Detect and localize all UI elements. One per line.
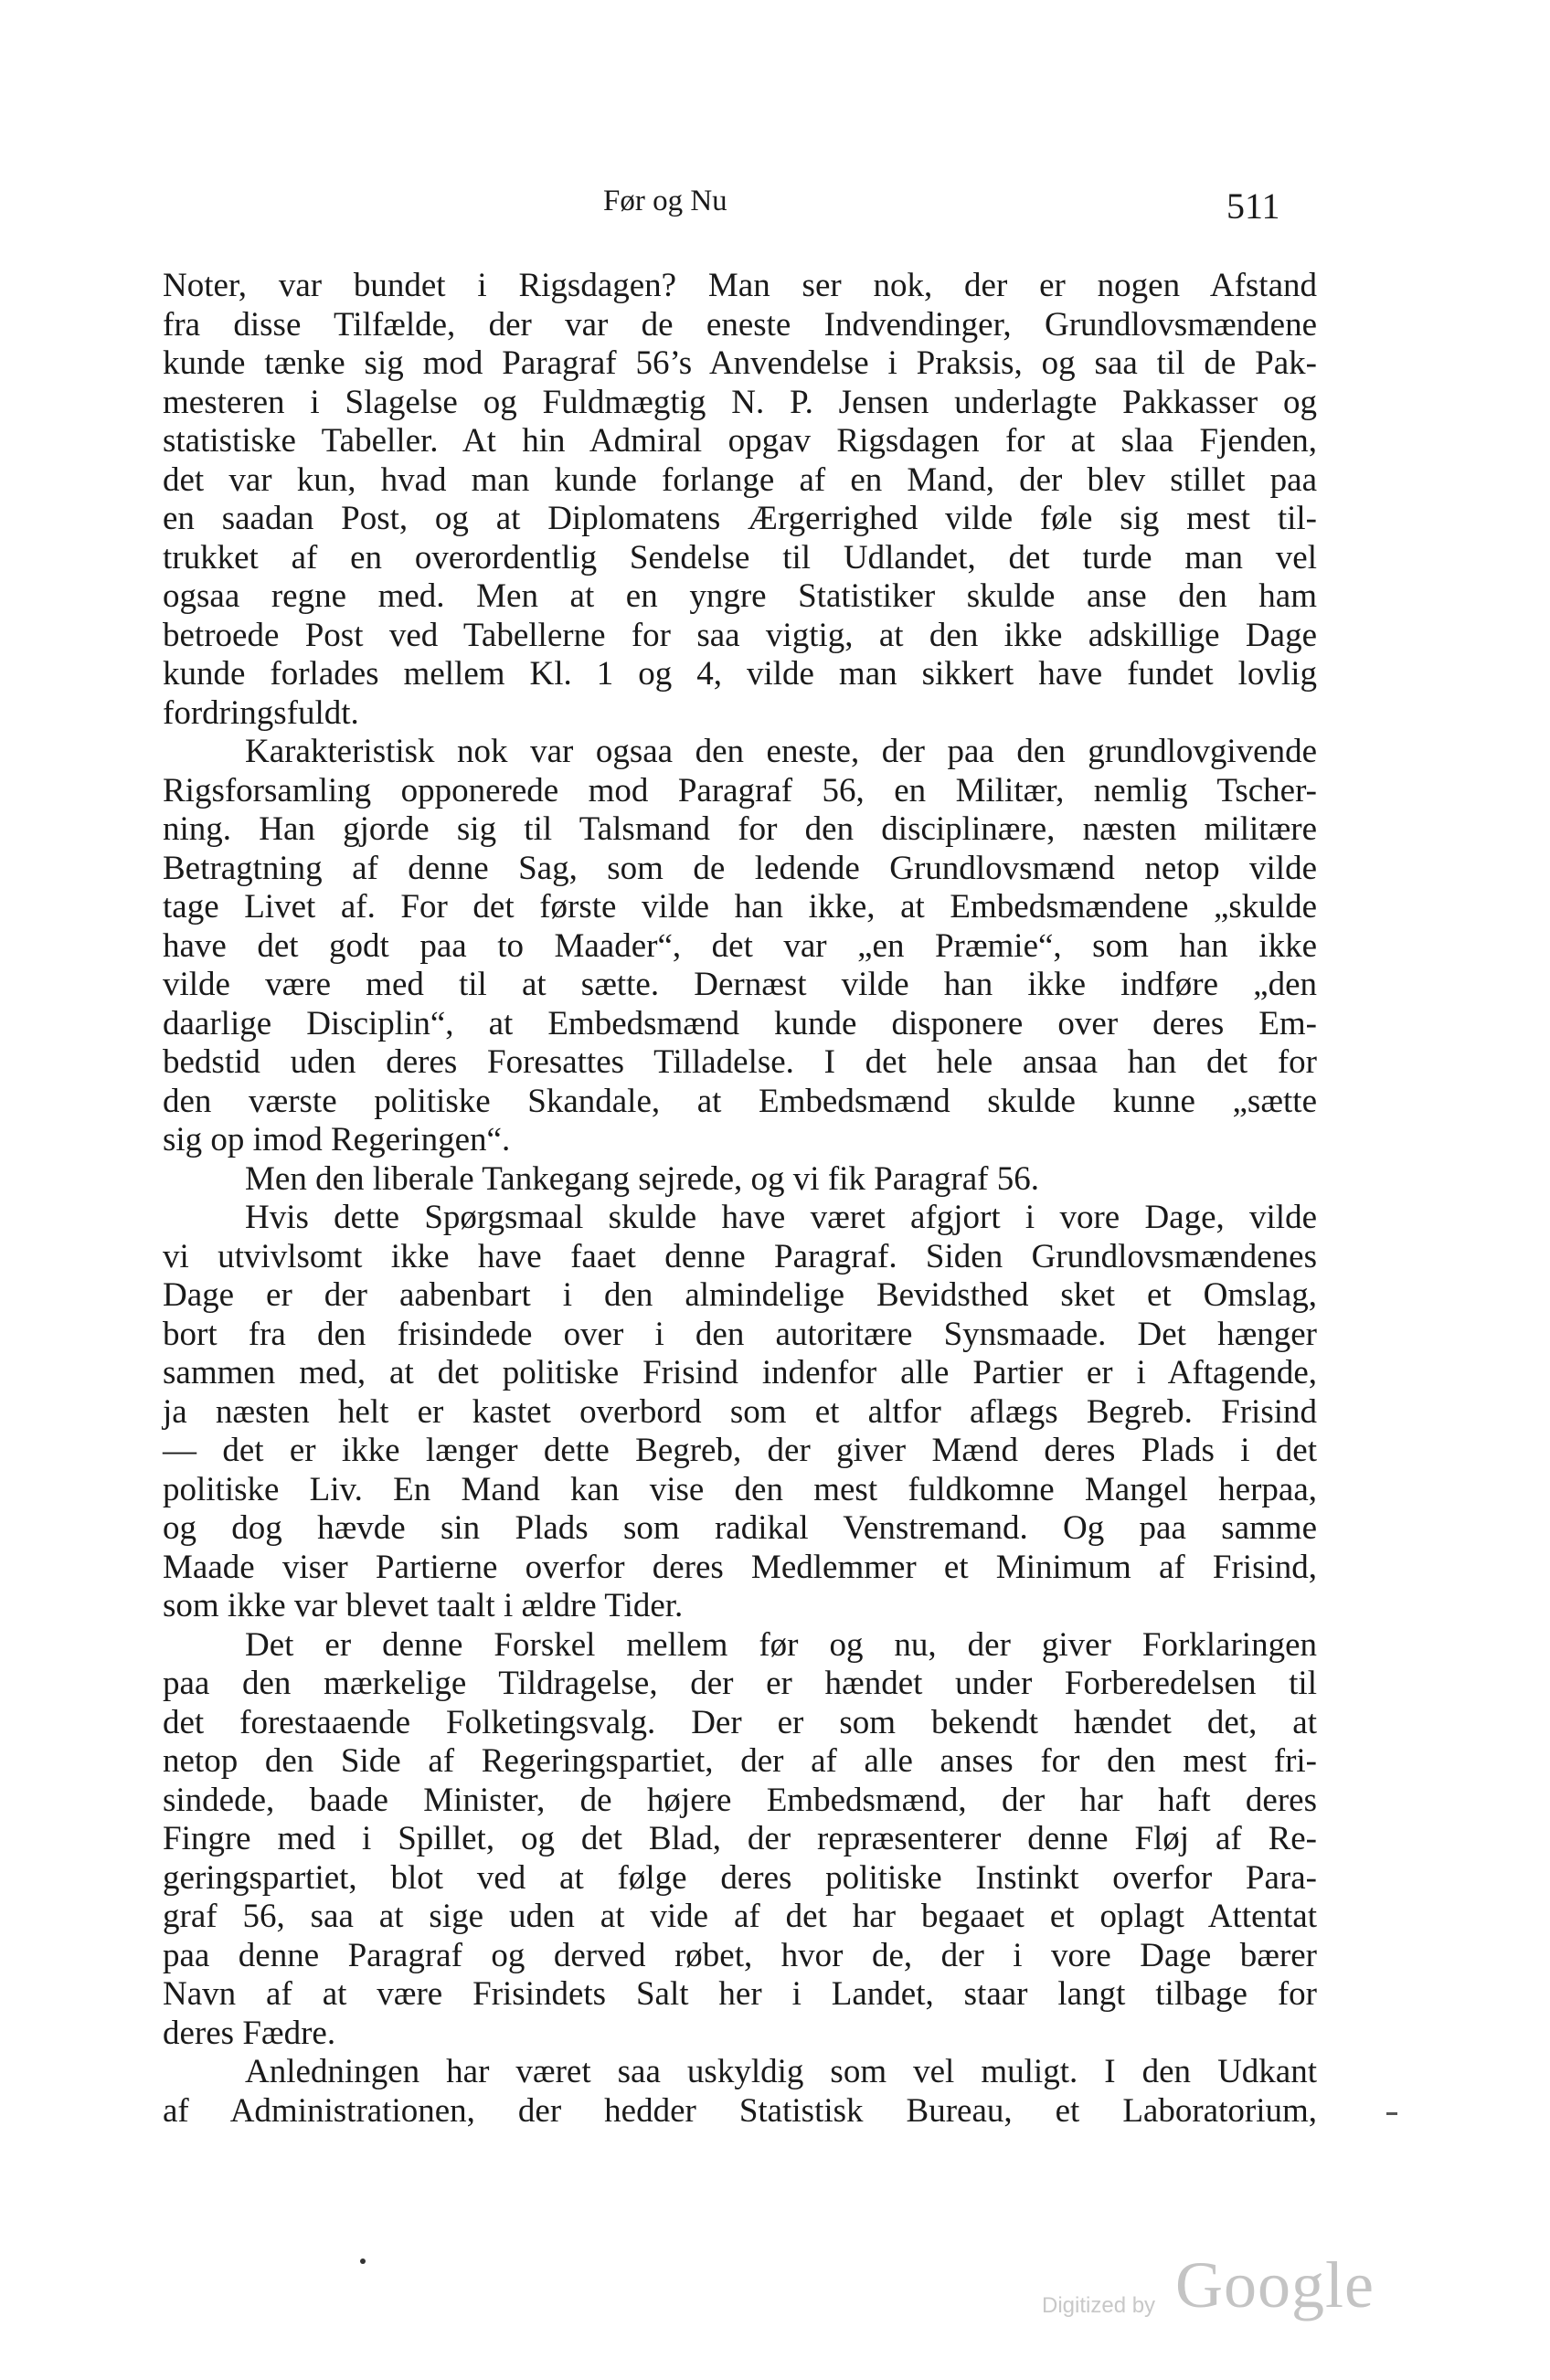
page-number: 511 (1226, 185, 1280, 227)
text-line: Anledningen har været saa uskyldig som vel muligt. I den Udkant (245, 2053, 1317, 2090)
text-line: geringspartiet, blot ved at følge deres politiske Instinkt overfor Para- (163, 1858, 1317, 1897)
text-line: graf 56, saa at sige uden at vide af det har begaaet et oplagt Attentat (163, 1898, 1317, 1935)
stray-mark (1386, 2112, 1397, 2115)
text-line: Karakteristisk nok var ogsaa den eneste, der paa den grundlovgivende (245, 733, 1317, 770)
stray-mark (360, 2258, 366, 2264)
text-line: vilde være med til at sætte. Dernæst vilde han ikke indføre „den (163, 966, 1317, 1003)
text-line: bedstid uden deres Foresattes Tilladelse. I det hele ansaa han det for (163, 1043, 1317, 1081)
text-line: kunde tænke sig mod Paragraf 56’s Anvendelse i Praksis, og saa til de Pak- (163, 344, 1317, 382)
text-line: sig op imod Regeringen“. (163, 1121, 511, 1158)
text-line: Dage er der aabenbart i den almindelige Bevidsthed sket et Omslag, (163, 1276, 1317, 1314)
google-logo: Google (1175, 2248, 1375, 2322)
text-line: en saadan Post, og at Diplomatens Ærgerrighed vilde føle sig mest til- (163, 500, 1317, 537)
text-line: fra disse Tilfælde, der var de eneste Indvendinger, Grundlovsmændene (163, 305, 1317, 344)
text-line: paa denne Paragraf og derved røbet, hvor de, der i vore Dage bærer (163, 1936, 1317, 1974)
watermark-caption: Digitized by (1042, 2293, 1156, 2318)
text-line: Men den liberale Tankegang sejrede, og vi fik Paragraf 56. (245, 1159, 1039, 1198)
text-line: Rigsforsamling opponerede mod Paragraf 56, en Militær, nemlig Tscher- (163, 771, 1317, 809)
text-line: det var kun, hvad man kunde forlange af en Mand, der blev stillet paa (163, 460, 1317, 499)
text-line: af Administrationen, der hedder Statistisk Bureau, et Laboratorium, (163, 2091, 1317, 2130)
text-line: fordringsfuldt. (163, 693, 359, 732)
text-line: paa den mærkelige Tildragelse, der er hændet under Forberedelsen til (163, 1665, 1317, 1702)
text-line: daarlige Disciplin“, at Embedsmænd kunde disponere over deres Em- (163, 1004, 1317, 1042)
digitized-watermark (1042, 2248, 1375, 2330)
text-line: og dog hævde sin Plads som radikal Venstremand. Og paa samme (163, 1509, 1317, 1547)
text-line: Hvis dette Spørgsmaal skulde have været afgjort i vore Dage, vilde (245, 1199, 1317, 1236)
text-line: bort fra den frisindede over i den autoritære Synsmaade. Det hænger (163, 1315, 1317, 1353)
running-head (0, 183, 1550, 227)
text-line: sindede, baade Minister, de højere Embedsmænd, der har haft deres (163, 1781, 1317, 1819)
running-title: Før og Nu (603, 185, 727, 217)
text-line: Maade viser Partierne overfor deres Medlemmer et Minimum af Frisind, (163, 1548, 1317, 1586)
text-line: ogsaa regne med. Men at en yngre Statistiker skulde anse den ham (163, 577, 1317, 615)
text-line: politiske Liv. En Mand kan vise den mest fuldkomne Mangel herpaa, (163, 1470, 1317, 1508)
text-line: have det godt paa to Maader“, det var „en Præmie“, som han ikke (163, 926, 1317, 965)
text-line: — det er ikke længer dette Begreb, der giver Mænd deres Plads i det (163, 1432, 1317, 1469)
text-line: ning. Han gjorde sig til Talsmand for den disciplinære, næsten militære (163, 810, 1317, 848)
text-line: deres Fædre. (163, 2014, 336, 2052)
text-line: mesteren i Slagelse og Fuldmægtig N. P. Jensen underlagte Pakkasser og (163, 383, 1317, 421)
text-line: betroede Post ved Tabellerne for saa vigtig, at den ikke adskillige Dage (163, 616, 1317, 654)
text-line: Noter, var bundet i Rigsdagen? Man ser nok, der er nogen Afstand (163, 267, 1317, 304)
text-line: Fingre med i Spillet, og det Blad, der repræsenterer denne Fløj af Re- (163, 1820, 1317, 1857)
text-line: kunde forlades mellem Kl. 1 og 4, vilde man sikkert have fundet lovlig (163, 655, 1317, 693)
text-line: vi utvivlsomt ikke have faaet denne Paragraf. Siden Grundlovsmændenes (163, 1237, 1317, 1275)
text-line: Betragtning af denne Sag, som de ledende Grundlovsmænd netop vilde (163, 849, 1317, 887)
text-line: statistiske Tabeller. At hin Admiral opgav Rigsdagen for at slaa Fjenden, (163, 422, 1317, 460)
text-line: sammen med, at det politiske Frisind indenfor alle Partier er i Aftagende, (163, 1354, 1317, 1391)
text-line: ja næsten helt er kastet overbord som et altfor aflægs Begreb. Frisind (163, 1392, 1317, 1431)
text-line: Det er denne Forskel mellem før og nu, der giver Forklaringen (245, 1625, 1317, 1664)
text-line: som ikke var blevet taalt i ældre Tider. (163, 1587, 684, 1624)
text-line: det forestaaende Folketingsvalg. Der er som bekendt hændet det, at (163, 1703, 1317, 1741)
text-line: tage Livet af. For det første vilde han ikke, at Embedsmændene „skulde (163, 888, 1317, 926)
body-text (163, 267, 1317, 2131)
text-line: trukket af en overordentlig Sendelse til Udlandet, det turde man vel (163, 538, 1317, 576)
text-line: Navn af at være Frisindets Salt her i Landet, staar langt tilbage for (163, 1975, 1317, 2013)
text-line: netop den Side af Regeringspartiet, der af alle anses for den mest fri- (163, 1742, 1317, 1780)
text-line: den værste politiske Skandale, at Embedsmænd skulde kunne „sætte (163, 1082, 1317, 1120)
